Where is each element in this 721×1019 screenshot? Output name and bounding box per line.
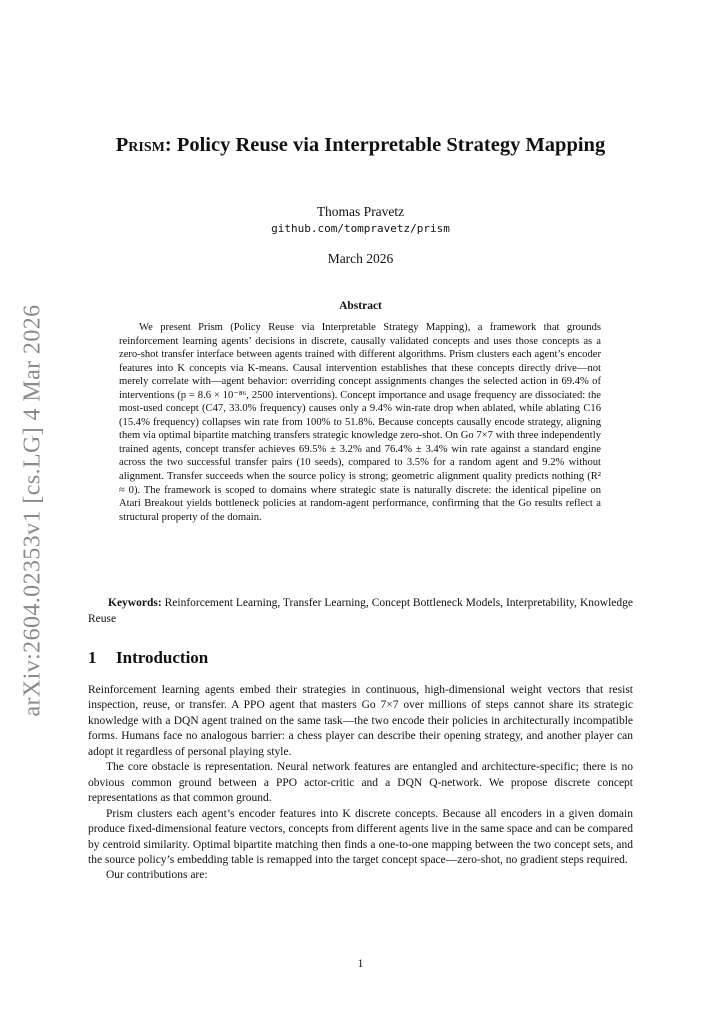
title-rest: : Policy Reuse via Interpretable Strategy Mapping <box>164 134 606 156</box>
section-heading <box>88 648 208 668</box>
keywords-line <box>88 596 633 627</box>
section-number: 1 <box>88 648 97 667</box>
abstract-text: We present Prism (Policy Reuse via Interpretable Strategy Mapping), a framework that grounds reinforcement learning agents’ decisions in discrete, causally validated concepts and uses those concepts as a zero-shot transfer interface between agents trained with different algorithms. Prism clusters each agent’s encoder features into K concepts via K-means. Causal intervention establishes that these concepts directly drive—not merely correlate with—agent behavior: overriding concept assignments changes the selected action in 69.4% of interventions (p = 8.6 × 10⁻⁸⁶, 2500 interventions). Concept importance and usage frequency are dissociated: the most-used concept (C47, 33.0% frequency) causes only a 9.4% win-rate drop when ablated, while ablating C16 (15.4% frequency) collapses win rate from 100% to 51.8%. Because concepts causally encode strategy, aligning them via optimal bipartite matching transfers strategic knowledge zero-shot. On Go 7×7 with three independently trained agents, concept transfer achieves 69.5% ± 3.2% and 76.4% ± 3.4% win rate against a standard engine across the two successful transfer pairs (10 seeds), compared to 3.5% for a random agent and 9.2% without alignment. Transfer succeeds when the source policy is strong; geometric alignment quality predicts nothing (R² ≈ 0). The framework is scoped to domains where strategic state is naturally discrete: the identical pipeline on Atari Breakout yields bottleneck policies at random-agent performance, confirming that the Go results reflect a structural property of the domain. <box>119 322 601 523</box>
intro-paragraph-3: Prism clusters each agent’s encoder features into K discrete concepts. Because all encoders in a given domain produce fixed-dimensional feature vectors, concepts from different agents live in the same space and can be compared by centroid similarity. Optimal bipartite matching then finds a one-to-one mapping between the two concept sets, and the source policy’s embedding table is remapped into the target concept space—zero-shot, no gradient steps required. <box>88 807 633 866</box>
intro-paragraph-4: Our contributions are: <box>106 869 208 882</box>
keywords-label: Keywords: <box>108 597 162 609</box>
title-framework-name: Prism <box>115 134 165 156</box>
intro-paragraph-1: Reinforcement learning agents embed their strategies in continuous, high-dimensional weight vectors that resist inspection, reuse, or transfer. A PPO agent that masters Go 7×7 over millions of steps cannot share its strategic knowledge with a DQN agent trained on the same task—the two encode their policies in architecturally incompatible forms. Humans face no analogous barrier: a chess player can describe their opening strategy, and another player can adopt it regardless of personal playing style. <box>88 684 633 758</box>
introduction-body <box>88 683 633 884</box>
arxiv-stamp-text: arXiv:2604.02353v1 [cs.LG] 4 Mar 2026 <box>19 303 46 717</box>
repository-link[interactable]: github.com/tompravetz/prism <box>271 222 450 235</box>
publication-date: March 2026 <box>327 251 394 266</box>
keywords-text: Reinforcement Learning, Transfer Learning, Concept Bottleneck Models, Interpretability, Knowledge Reuse <box>88 597 633 625</box>
intro-paragraph-2: The core obstacle is representation. Neural network features are entangled and architecture-specific; there is no obvious common ground between a PPO actor-critic and a DQN Q-network. We propose discrete concept representations as that common ground. <box>88 761 633 805</box>
paper-title <box>88 132 633 159</box>
author-name: Thomas Pravetz <box>316 204 405 219</box>
section-title: Introduction <box>116 648 209 667</box>
arxiv-identifier-stamp <box>13 300 53 720</box>
abstract-heading: Abstract <box>339 300 382 312</box>
page-number: 1 <box>357 958 364 970</box>
